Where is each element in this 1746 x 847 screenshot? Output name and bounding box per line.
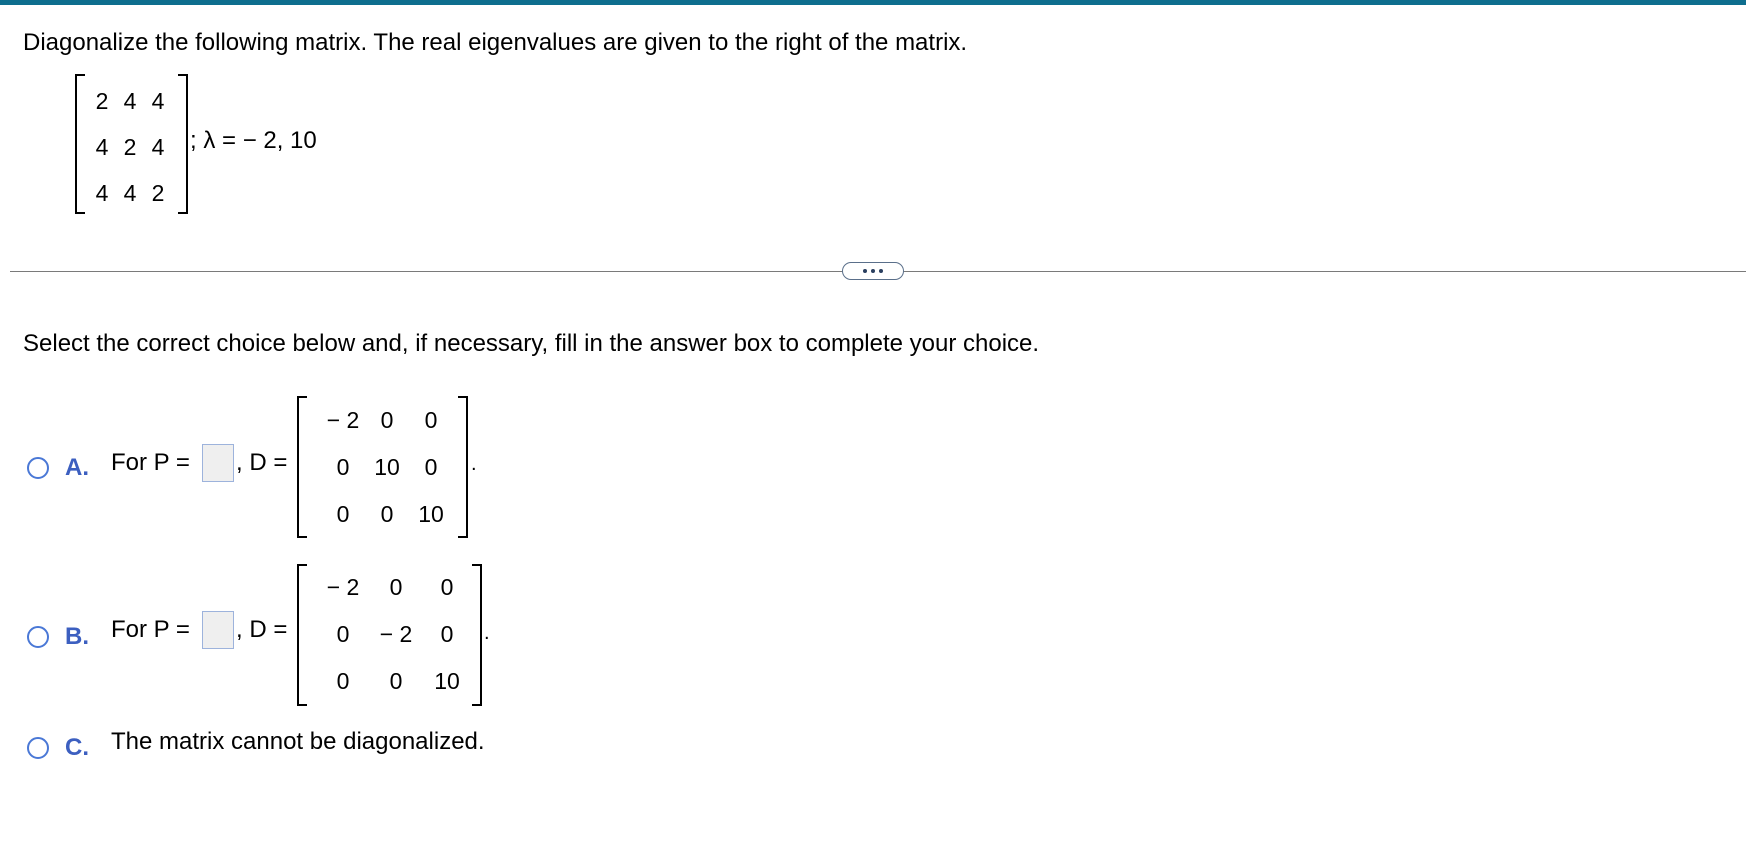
matrix-cell: 4 bbox=[95, 180, 109, 206]
choice-b-d-label: , D = bbox=[236, 616, 288, 643]
matrix-cell: 0 bbox=[424, 454, 438, 480]
dot-icon bbox=[863, 269, 867, 273]
dot-icon bbox=[871, 269, 875, 273]
eigenvalues-text: ; λ = − 2, 10 bbox=[190, 127, 317, 154]
matrix-cell: 4 bbox=[151, 134, 165, 160]
matrix-cell: 0 bbox=[380, 501, 394, 527]
matrix-cell: 0 bbox=[389, 668, 403, 694]
choice-b-period: . bbox=[484, 622, 490, 644]
choice-c-text: The matrix cannot be diagonalized. bbox=[111, 728, 485, 755]
matrix-cell: 0 bbox=[389, 574, 403, 600]
choice-a-d-label: , D = bbox=[236, 449, 288, 476]
dot-icon bbox=[879, 269, 883, 273]
matrix-left-bracket bbox=[297, 396, 307, 538]
matrix-right-bracket bbox=[178, 74, 188, 214]
choice-c-radio[interactable] bbox=[27, 737, 49, 759]
matrix-cell: 4 bbox=[95, 134, 109, 160]
choice-b-d-matrix bbox=[318, 564, 470, 704]
matrix-cell: 10 bbox=[434, 668, 460, 694]
choice-a-p-input[interactable] bbox=[202, 444, 234, 482]
matrix-cell: − 2 bbox=[326, 574, 360, 600]
matrix-cell: 10 bbox=[418, 501, 444, 527]
matrix-cell: − 2 bbox=[326, 407, 360, 433]
top-accent-bar bbox=[0, 0, 1746, 5]
expand-more-button[interactable] bbox=[842, 262, 904, 280]
choice-c-letter: C. bbox=[65, 734, 89, 761]
matrix-cell: 4 bbox=[123, 180, 137, 206]
matrix-right-bracket bbox=[458, 396, 468, 538]
matrix-cell: 0 bbox=[336, 454, 350, 480]
matrix-left-bracket bbox=[297, 564, 307, 706]
question-matrix bbox=[88, 78, 172, 216]
choice-a-radio[interactable] bbox=[27, 457, 49, 479]
matrix-cell: 2 bbox=[151, 180, 165, 206]
choice-a-d-matrix bbox=[318, 397, 456, 537]
matrix-cell: 0 bbox=[440, 574, 454, 600]
choice-a-for-p-label: For P = bbox=[111, 449, 190, 476]
matrix-cell: 2 bbox=[95, 88, 109, 114]
matrix-cell: 0 bbox=[424, 407, 438, 433]
choice-a-letter: A. bbox=[65, 454, 89, 481]
choice-b-for-p-label: For P = bbox=[111, 616, 190, 643]
matrix-cell: 4 bbox=[151, 88, 165, 114]
matrix-cell: 2 bbox=[123, 134, 137, 160]
matrix-cell: 0 bbox=[336, 668, 350, 694]
choice-b-radio[interactable] bbox=[27, 626, 49, 648]
matrix-cell: 10 bbox=[374, 454, 400, 480]
choice-a-period: . bbox=[471, 453, 477, 475]
matrix-left-bracket bbox=[75, 74, 85, 214]
matrix-cell: 4 bbox=[123, 88, 137, 114]
question-text: Diagonalize the following matrix. The real eigenvalues are given to the right of the matrix. bbox=[23, 29, 968, 56]
matrix-cell: 0 bbox=[336, 501, 350, 527]
matrix-cell: 0 bbox=[380, 407, 394, 433]
matrix-right-bracket bbox=[472, 564, 482, 706]
choice-b-p-input[interactable] bbox=[202, 611, 234, 649]
instruction-text: Select the correct choice below and, if necessary, fill in the answer box to complete your choice. bbox=[23, 330, 1040, 357]
choice-b-letter: B. bbox=[65, 623, 89, 650]
matrix-cell: 0 bbox=[336, 621, 350, 647]
matrix-cell: 0 bbox=[440, 621, 454, 647]
matrix-cell: − 2 bbox=[379, 621, 413, 647]
